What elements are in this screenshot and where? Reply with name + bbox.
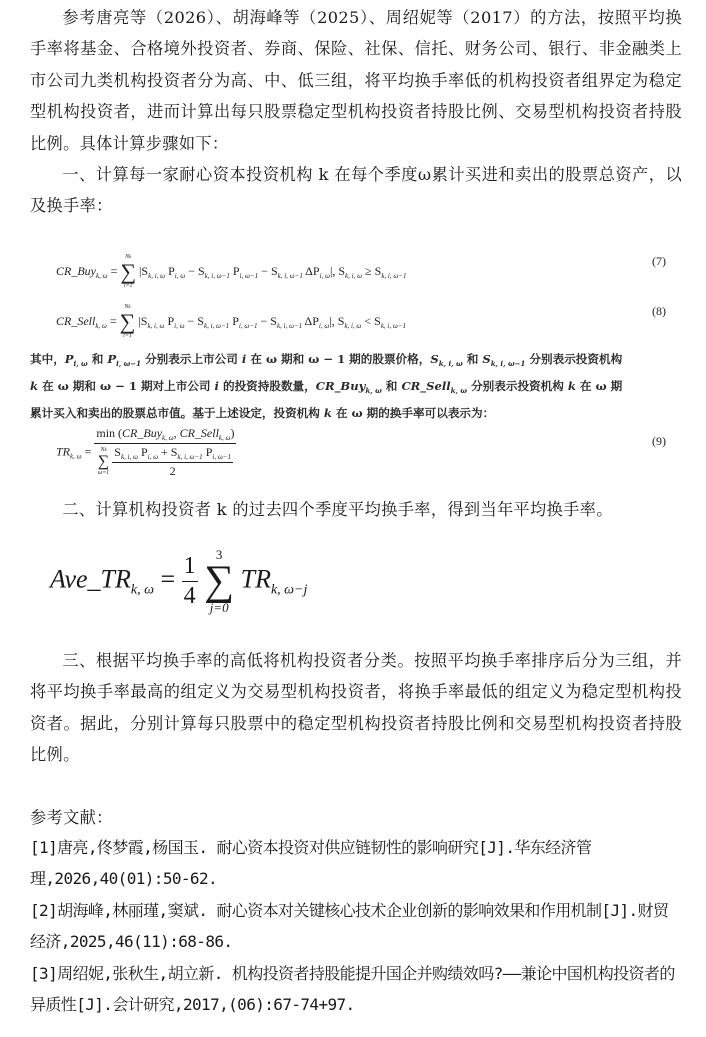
eq7-lhs: CR_Buy xyxy=(56,263,96,278)
ave-coef-den: 4 xyxy=(183,583,196,609)
eq7-number: (7) xyxy=(652,254,666,268)
equation-7: CR_Buy$_{k, \omega}$ = Nk ∑ i=1 $|S_{k, i, \omega}$ $P_{i, \omega} - S_{k, i, \omega-1}$ $P_{i, \omega-1} - S_{k, i, \omega-1}$ $\Delta P_{i, \omega}|$, $S_{k, i, \omega} \ge S_{k, i, \omega-1}$ (7) xyxy=(56,254,666,289)
ave-upper-limit: 3 xyxy=(215,547,223,562)
references-heading: 参考文献： xyxy=(30,808,113,827)
ave-lower-limit: j=0 xyxy=(209,600,229,615)
equation-8: CR_Sell$_{k, \omega}$ = Nk ∑ i=1 $|S_{k, i, \omega}$ $P_{i, \omega} - S_{k, i, \omega-1}$ $P_{i, \omega-1} - S_{k, i, \omega-1}$ $\Delta P_{i, \omega}|$, $S_{k, i, \omega} < S_{k, i, \omega-1}$ (8) xyxy=(56,304,666,339)
reference-3: [3]周绍妮,张秋生,胡立新. 机构投资者持股能提升国企并购绩效吗?——兼论中国机构投资者的异质性[J].会计研究,2017,(06):67-74+97. xyxy=(30,964,675,1015)
reference-1: [1]唐亮,佟梦霞,杨国玉. 耐心资本投资对供应链韧性的影响研究[J].华东经济管理,2026,40(01):50-62. xyxy=(30,838,592,889)
step-three-paragraph: 三、根据平均换手率的高低将机构投资者分类。按照平均换手率排序后分为三组，并将平均换手率最高的组定义为交易型机构投资者，将换手率最低的组定义为稳定型机构投资者。据此，分别计算每只股票中的稳定型机构投资者持股比例和交易型机构投资者持股比例。 xyxy=(30,651,682,765)
eq8-number: (8) xyxy=(652,304,666,318)
intro-paragraph: 参考唐亮等（2026）、胡海峰等（2025）、周绍妮等（2017）的方法，按照平均换手率将基金、合格境外投资者、券商、保险、社保、信托、财务公司、银行、非金融类上市公司九类机构投资者分为高、中、低三组，将平均换手率低的机构投资者组界定为稳定型机构投资者，进而计算出每只股票稳定型机构投资者持股比例、交易型机构投资者持股比例。具体计算步骤如下： xyxy=(30,8,682,153)
eq8-lhs: CR_Sell xyxy=(56,313,96,328)
ave-coef-num: 1 xyxy=(182,553,198,582)
step-two-paragraph: 二、计算机构投资者 k 的过去四个季度平均换手率，得到当年平均换手率。 xyxy=(62,500,613,519)
ave-term: TR xyxy=(240,564,271,594)
eq9-lhs: TR xyxy=(56,444,71,459)
reference-2: [2]胡海峰,林丽瑾,窦斌. 耐心资本对关键核心技术企业创新的影响效果和作用机制[J].财贸经济,2025,46(11):68-86. xyxy=(30,901,669,952)
ave-lhs: Ave_TR xyxy=(50,564,131,594)
equation-9: $TR_{k, \omega}$ = min (CR_Buy$_{k, \omega}$, CR_Sell$_{k, \omega}$) Nk ∑ ω=1 $\frac{S_{k, i, \omega} P_{i, \omega} + S_{k, i, \omega-1} P_{i, \omega-1}}{2}$ (9) xyxy=(56,426,666,478)
step-one-paragraph: 一、计算每一家耐心资本投资机构 k 在每个季度ω累计买进和卖出的股票总资产，以及换手率： xyxy=(30,165,682,216)
eq9-fraction: min (CR_Buy$_{k, \omega}$, CR_Sell$_{k, \omega}$) Nk ∑ ω=1 $\frac{S_{k, i, \omega} P_{i, \omega} + S_{k, i, \omega-1} P_{i, \omega-1}}{2}$ xyxy=(96,426,235,478)
ave-tr-formula: $Ave\_TR_{k, \omega}$ = $\frac{1}{4}$ 3 ∑ j=0 $TR_{k, \omega-j}$ xyxy=(50,547,308,615)
variable-explanation: 其中，$P_{i, \omega}$ 和 $P_{i, \omega-1}$ 分别表示上市公司 i 在 ω 期和 ω − 1 期的股票价格，$S_{k, i, \omega}$ 和 $S_{k, i, \omega-1}$ 分别表示投资机构 k 在 ω 期和 ω − 1 期对上市公司 i 的投资持股数量，CR_Buy$_{k, \omega}$ 和 CR_Sell$_{k, \omega}$ 分别表示投资机构 k 在 ω 期累计买入和卖出的股票总市值。基于上述设定，投资机构 k 在 ω 期的换手率可以表示为： xyxy=(30,352,623,420)
eq9-number: (9) xyxy=(652,434,666,448)
